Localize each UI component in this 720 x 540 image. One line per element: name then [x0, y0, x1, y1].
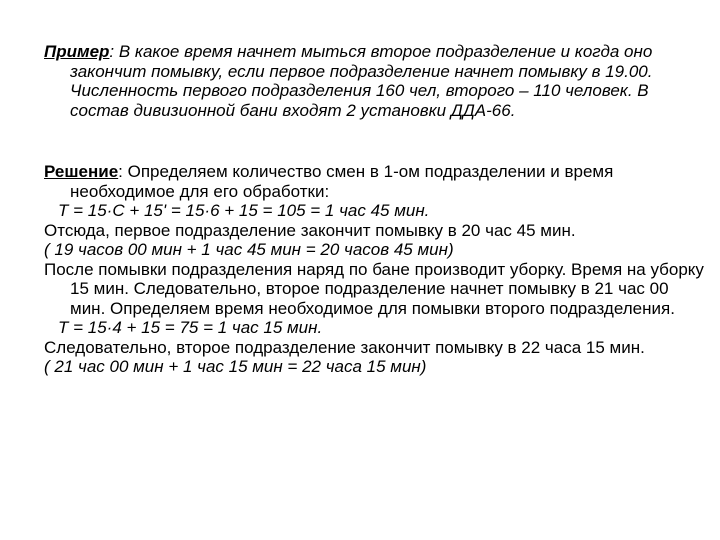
- cleanup-paragraph: После помывки подразделения наряд по бане производит уборку. Время на уборку 15 мин. Следовательно, второе подразделение начнет помывку в 21 час 00 мин. Определяем время необходимое для помывки второго подразделения.: [44, 259, 704, 318]
- solution-label: Решение: [44, 162, 119, 181]
- solution-intro-paragraph: [44, 162, 704, 201]
- formula-first: Т = 15·С + 15' = 15·6 + 15 = 105 = 1 час 45 мин.: [58, 201, 430, 220]
- example-paragraph: [44, 42, 704, 120]
- solution-intro: : Определяем количество смен в 1-ом подразделении и время необходимое для его обработки:: [70, 162, 614, 201]
- solution-block: [44, 162, 704, 377]
- example-label: Пример: [44, 42, 110, 61]
- first-unit-calculation: ( 19 часов 00 мин + 1 час 45 мин = 20 часов 45 мин): [44, 240, 454, 259]
- example-block: [44, 42, 704, 120]
- first-unit-end-text: Отсюда, первое подразделение закончит помывку в 20 час 45 мин.: [44, 220, 576, 240]
- second-unit-calculation: ( 21 час 00 мин + 1 час 15 мин = 22 часа 15 мин): [44, 357, 427, 376]
- example-text: : В какое время начнет мыться второе подразделение и когда оно закончит помывку, если первое подразделение начнет помывку в 19.00. Численность первого подразделения 160 чел, второго – 110 человек. В состав дивизионной бани входят 2 установки ДДА-66.: [70, 42, 653, 120]
- second-unit-end-text: Следовательно, второе подразделение закончит помывку в 22 часа 15 мин.: [44, 337, 645, 357]
- formula-second: Т = 15·4 + 15 = 75 = 1 час 15 мин.: [58, 318, 323, 337]
